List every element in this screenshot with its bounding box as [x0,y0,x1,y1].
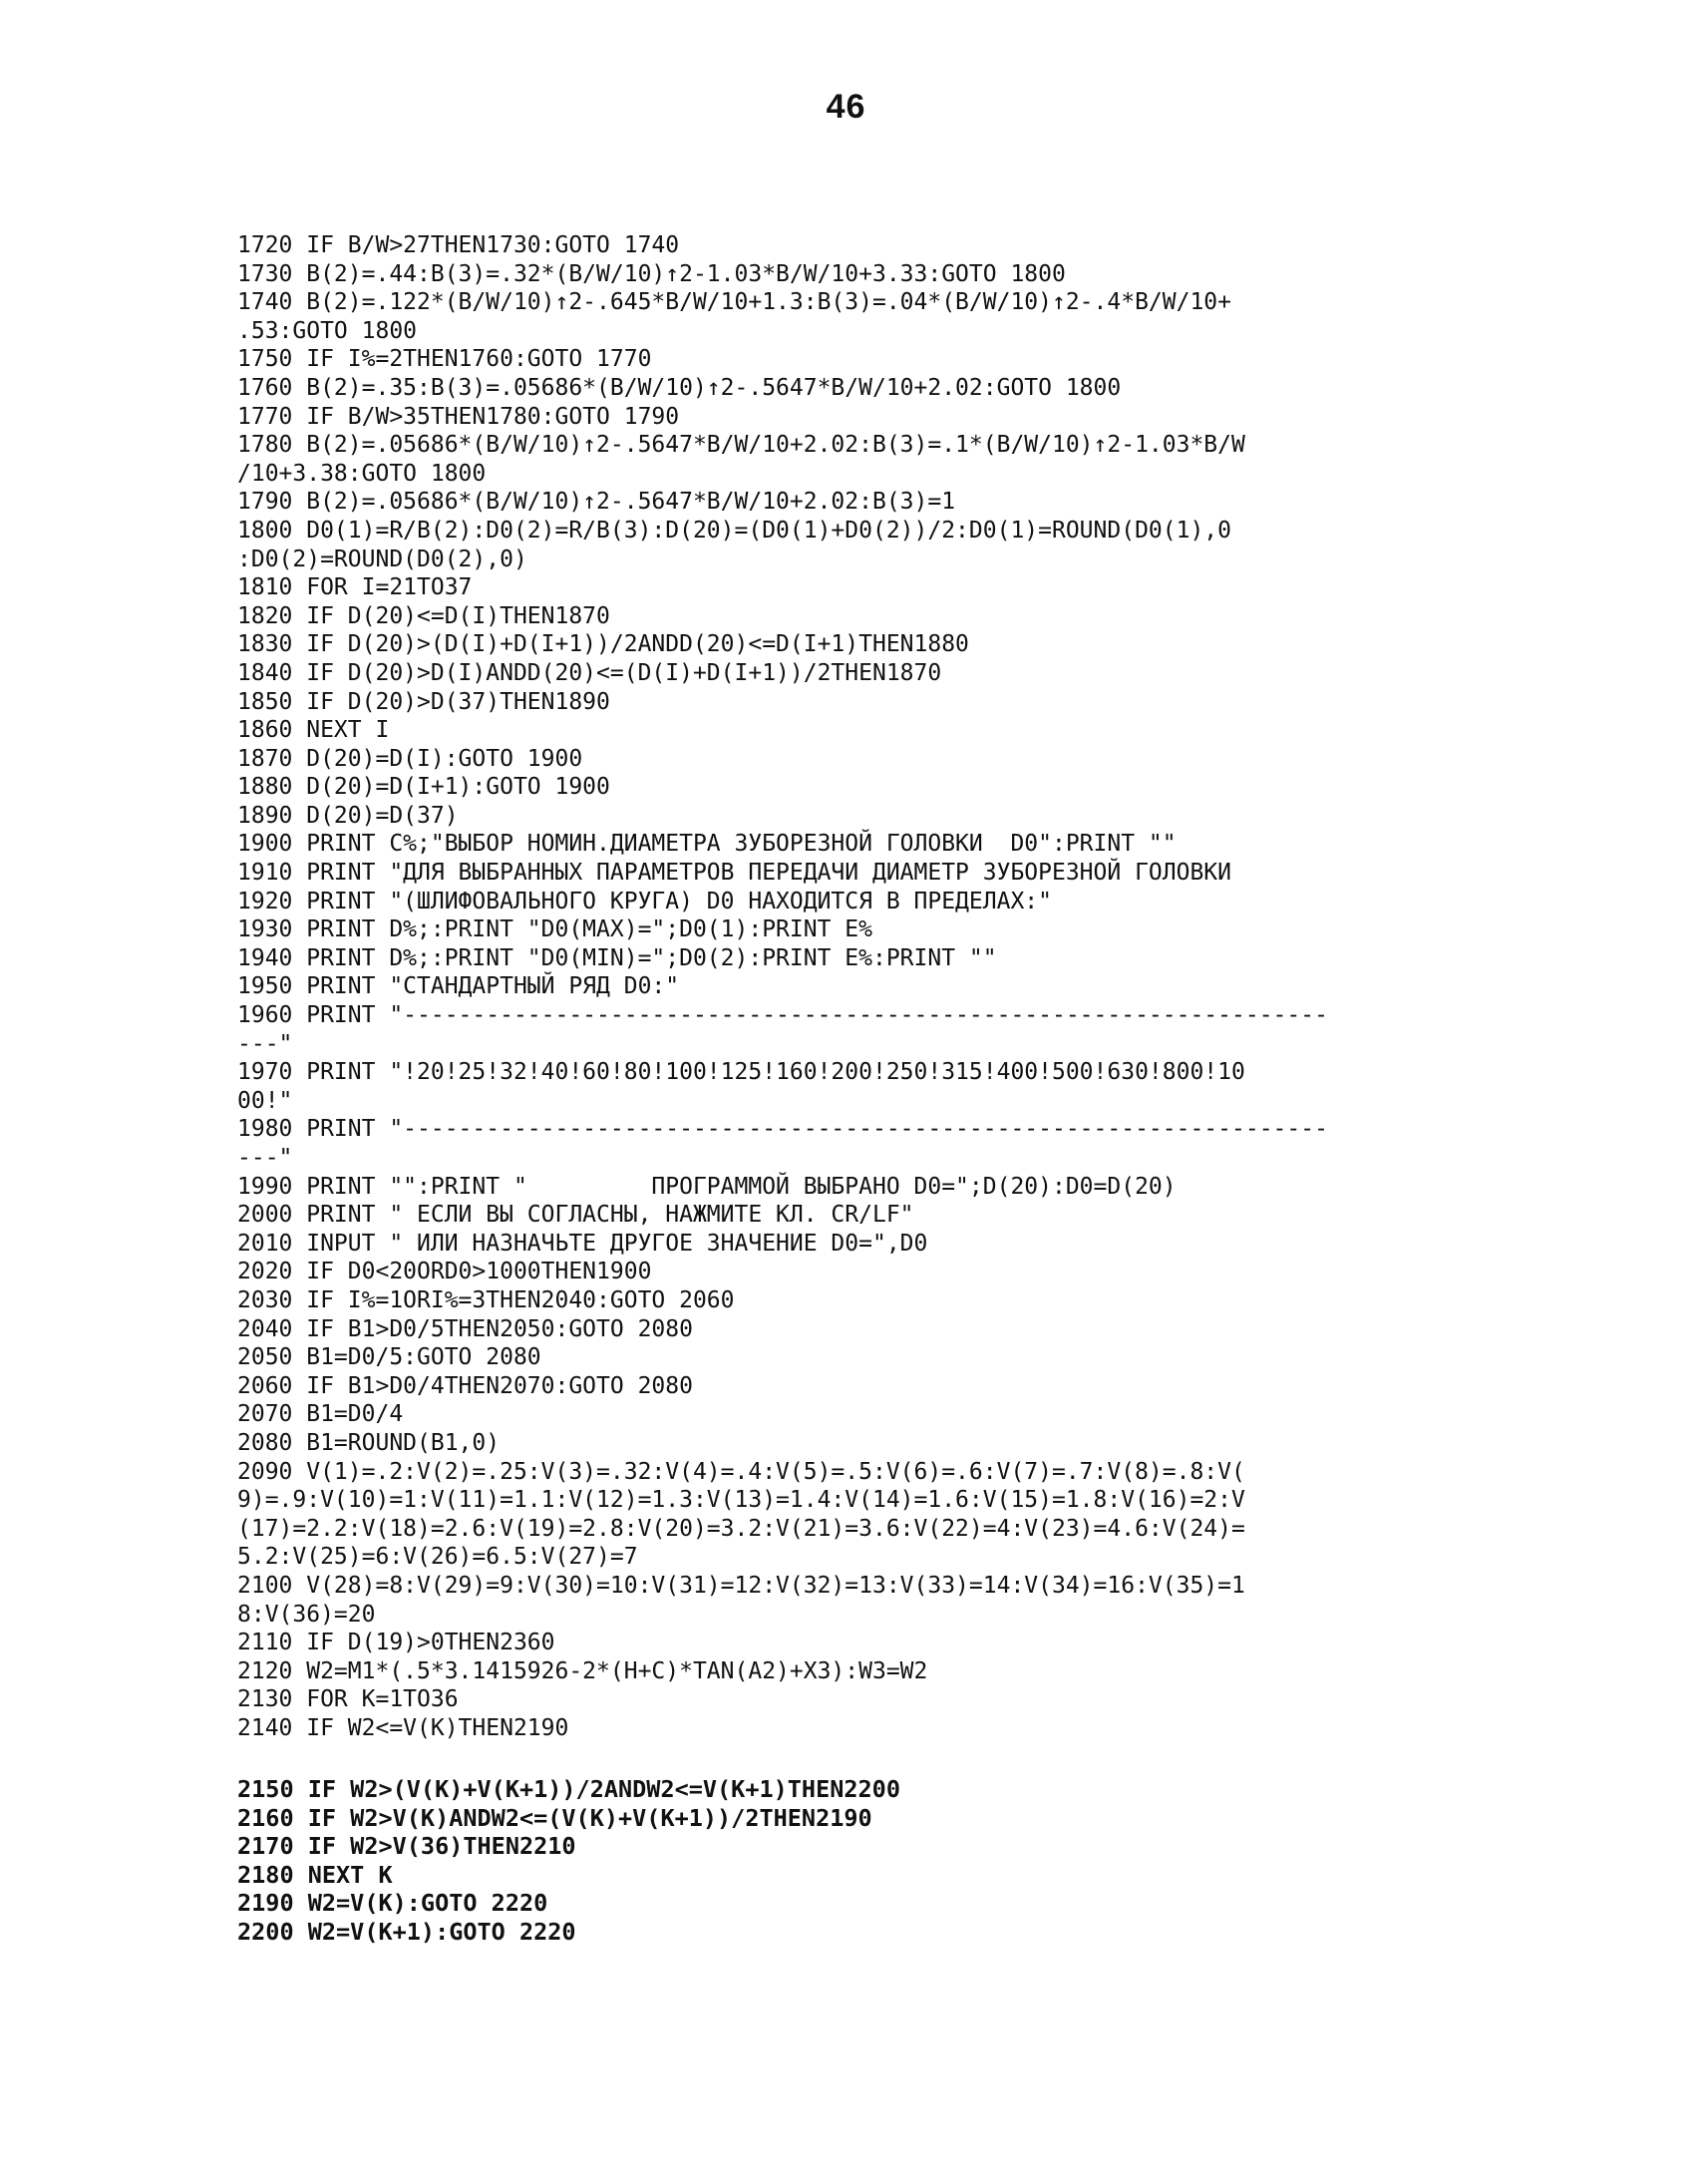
code-line: 1750 IF I%=2THEN1760:GOTO 1770 [237,346,652,373]
code-line: 5.2:V(25)=6:V(26)=6.5:V(27)=7 [237,1544,638,1571]
code-line: 2110 IF D(19)>0THEN2360 [237,1630,555,1656]
code-line: 2030 IF I%=1ORI%=3THEN2040:GOTO 2060 [237,1286,735,1313]
code-line: 1900 PRINT C%;"ВЫБОР НОМИН.ДИАМЕТРА ЗУБОРЕЗНОЙ ГОЛОВКИ D0":PRINT "" [237,831,1177,858]
code-line: 2200 W2=V(K+1):GOTO 2220 [237,1917,576,1946]
code-line: 2070 B1=D0/4 [237,1401,404,1428]
code-line: 2120 W2=M1*(.5*3.1415926-2*(H+C)*TAN(A2)+X3):W3=W2 [237,1657,928,1684]
code-line: 1830 IF D(20)>(D(I)+D(I+1))/2ANDD(20)<=D(I+1)THEN1880 [237,631,969,658]
code-line: 2190 W2=V(K):GOTO 2220 [237,1889,548,1918]
code-line: 1970 PRINT "!20!25!32!40!60!80!100!125!160!200!250!315!400!500!630!800!10 [237,1059,1245,1086]
page-number: 46 [826,88,866,126]
code-line: 2010 INPUT " ИЛИ НАЗНАЧЬТЕ ДРУГОЕ ЗНАЧЕНИЕ D0=",D0 [237,1230,928,1257]
code-line: 2170 IF W2>V(36)THEN2210 [237,1832,576,1861]
code-line: 2000 PRINT " ЕСЛИ ВЫ СОГЛАСНЫ, НАЖМИТЕ КЛ. CR/LF" [237,1202,914,1229]
code-listing [237,231,1523,1742]
code-line: 1850 IF D(20)>D(37)THEN1890 [237,688,610,715]
code-line: 1950 PRINT "СТАНДАРТНЫЙ РЯД D0:" [237,973,680,1000]
code-line: 2050 B1=D0/5:GOTO 2080 [237,1344,541,1371]
code-line: 2090 V(1)=.2:V(2)=.25:V(3)=.32:V(4)=.4:V(5)=.5:V(6)=.6:V(7)=.7:V(8)=.8:V( [237,1458,1245,1485]
code-line: :D0(2)=ROUND(D0(2),0) [237,546,527,572]
code-line: 00!" [237,1087,293,1114]
code-line: 2160 IF W2>V(K)ANDW2<=(V(K)+V(K+1))/2THEN2190 [237,1803,872,1832]
code-line: 1910 PRINT "ДЛЯ ВЫБРАННЫХ ПАРАМЕТРОВ ПЕРЕДАЧИ ДИАМЕТР ЗУБОРЕЗНОЙ ГОЛОВКИ [237,860,1231,887]
code-line: 2180 NEXT K [237,1860,393,1889]
code-line: ---" [237,1145,293,1171]
code-listing-continued [237,1775,1523,1947]
code-line: 1890 D(20)=D(37) [237,802,459,829]
code-line: 2150 IF W2>(V(K)+V(K+1))/2ANDW2<=V(K+1)THEN2200 [237,1775,900,1803]
code-line: 9)=.9:V(10)=1:V(11)=1.1:V(12)=1.3:V(13)=1.4:V(14)=1.6:V(15)=1.8:V(16)=2:V [237,1487,1245,1514]
code-line: .53:GOTO 1800 [237,317,418,344]
code-line: 1810 FOR I=21TO37 [237,574,473,601]
code-line: 1940 PRINT D%;:PRINT "D0(MIN)=";D0(2):PRINT E%:PRINT "" [237,944,997,971]
code-line: 1880 D(20)=D(I+1):GOTO 1900 [237,774,610,801]
code-line: 2020 IF D0<20ORD0>1000THEN1900 [237,1259,652,1285]
code-line: 2040 IF B1>D0/5THEN2050:GOTO 2080 [237,1315,693,1342]
code-line: 1990 PRINT "":PRINT " ПРОГРАММОЙ ВЫБРАНО D0=";D(20):D0=D(20) [237,1173,1177,1200]
code-line: /10+3.38:GOTO 1800 [237,460,487,487]
code-line: 1780 B(2)=.05686*(B/W/10)↑2-.5647*B/W/10+2.02:B(3)=.1*(B/W/10)↑2-1.03*B/W [237,432,1245,459]
code-line: 1980 PRINT "------------------------------------------------------------------- [237,1116,1328,1143]
code-line: 2080 B1=ROUND(B1,0) [237,1429,501,1456]
code-line: 1740 B(2)=.122*(B/W/10)↑2-.645*B/W/10+1.3:B(3)=.04*(B/W/10)↑2-.4*B/W/10+ [237,289,1231,316]
code-line: 1720 IF B/W>27THEN1730:GOTO 1740 [237,232,680,258]
code-line: 1820 IF D(20)<=D(I)THEN1870 [237,602,610,629]
code-line: 1840 IF D(20)>D(I)ANDD(20)<=(D(I)+D(I+1))/2THEN1870 [237,659,942,686]
code-line: 1930 PRINT D%;:PRINT "D0(MAX)=";D0(1):PRINT E% [237,916,872,943]
code-line: ---" [237,1030,293,1057]
code-line: (17)=2.2:V(18)=2.6:V(19)=2.8:V(20)=3.2:V(21)=3.6:V(22)=4:V(23)=4.6:V(24)= [237,1515,1245,1542]
code-line: 2060 IF B1>D0/4THEN2070:GOTO 2080 [237,1372,693,1399]
code-line: 8:V(36)=20 [237,1601,376,1628]
code-line: 1770 IF B/W>35THEN1780:GOTO 1790 [237,403,680,430]
code-line: 1860 NEXT I [237,717,390,744]
code-line: 1960 PRINT "------------------------------------------------------------------- [237,1002,1328,1029]
code-line: 1730 B(2)=.44:B(3)=.32*(B/W/10)↑2-1.03*B/W/10+3.33:GOTO 1800 [237,260,1066,287]
code-line: 2140 IF W2<=V(K)THEN2190 [237,1714,569,1741]
code-line: 1790 B(2)=.05686*(B/W/10)↑2-.5647*B/W/10+2.02:B(3)=1 [237,489,956,516]
code-line: 2100 V(28)=8:V(29)=9:V(30)=10:V(31)=12:V(32)=13:V(33)=14:V(34)=16:V(35)=1 [237,1572,1245,1599]
code-line: 1800 D0(1)=R/B(2):D0(2)=R/B(3):D(20)=(D0(1)+D0(2))/2:D0(1)=ROUND(D0(1),0 [237,517,1231,544]
code-line: 1920 PRINT "(ШЛИФОВАЛЬНОГО КРУГА) D0 НАХОДИТСЯ В ПРЕДЕЛАХ:" [237,888,1052,914]
code-line: 2130 FOR K=1TO36 [237,1686,459,1713]
code-line: 1870 D(20)=D(I):GOTO 1900 [237,745,583,772]
code-line: 1760 B(2)=.35:B(3)=.05686*(B/W/10)↑2-.5647*B/W/10+2.02:GOTO 1800 [237,374,1122,401]
